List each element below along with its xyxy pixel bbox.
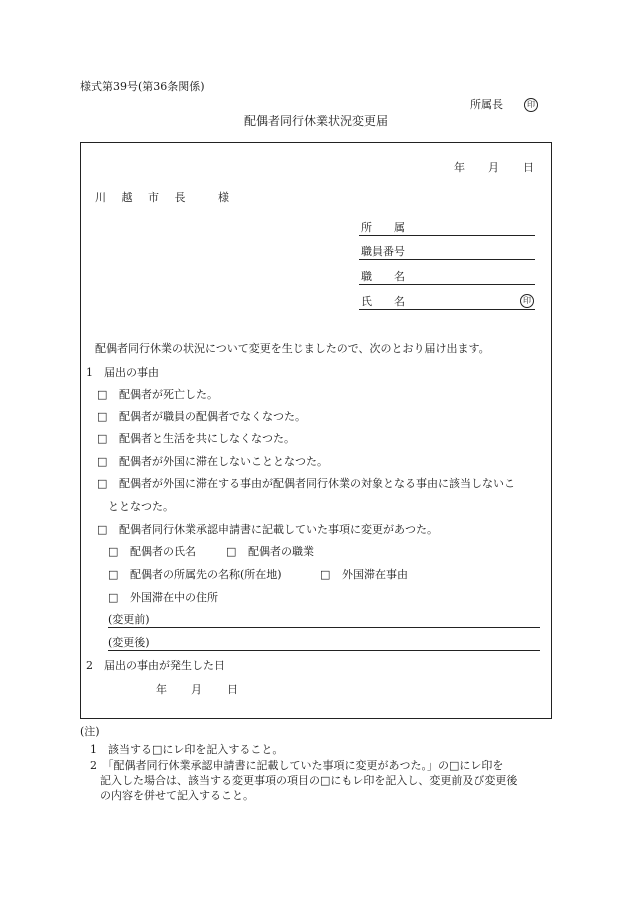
after-change-label: (変更後) — [108, 636, 150, 649]
reason-label: 配偶者と生活を共にしなくなつた。 — [119, 432, 295, 445]
reason-label-continuation: ととなつた。 — [108, 500, 174, 513]
checkbox[interactable]: □ — [320, 568, 331, 581]
section2-heading: 2 届出の事由が発生した日 — [86, 659, 225, 672]
seal-mark-icon: 印 — [524, 98, 538, 112]
section1-heading: 1 届出の事由 — [86, 366, 159, 379]
reason-label: 配偶者同行休業承認申請書に記載していた事項に変更があつた。 — [119, 523, 438, 536]
position-field[interactable] — [359, 284, 535, 285]
sub-item-label: 配偶者の氏名 — [130, 545, 196, 558]
reason-item — [97, 456, 328, 467]
sub-item — [320, 569, 408, 580]
date-year: 年 — [454, 161, 465, 174]
checkbox[interactable]: □ — [97, 388, 108, 401]
checkbox[interactable]: □ — [97, 477, 108, 490]
checkbox[interactable]: □ — [108, 545, 119, 558]
reason-item — [97, 478, 515, 489]
affiliation-label: 所 属 — [361, 221, 405, 234]
checkbox[interactable]: □ — [97, 432, 108, 445]
before-change-label: (変更前) — [108, 613, 150, 626]
sub-item — [108, 569, 282, 580]
reason-label: 配偶者が職員の配偶者でなくなつた。 — [119, 410, 306, 423]
date-month: 月 — [488, 161, 499, 174]
form-box — [80, 142, 552, 719]
employee-number-field[interactable] — [359, 259, 535, 260]
occurrence-month: 月 — [191, 683, 202, 696]
sub-item-label: 外国滞在中の住所 — [130, 591, 218, 604]
checkbox[interactable]: □ — [226, 545, 237, 558]
note-1: 1 該当する□にレ印を記入すること。 — [90, 743, 284, 756]
sub-item — [108, 546, 196, 557]
dept-head-label: 所属長 — [470, 98, 503, 111]
reason-item — [97, 433, 295, 444]
sub-item — [108, 592, 218, 603]
occurrence-day: 日 — [227, 683, 238, 696]
checkbox[interactable]: □ — [97, 455, 108, 468]
name-label: 氏 名 — [361, 295, 405, 308]
sub-item-label: 外国滞在事由 — [342, 568, 408, 581]
addressee: 川 越 市 長 様 — [95, 191, 235, 204]
notes-heading: (注) — [80, 725, 100, 738]
dept-head-stamp — [470, 98, 538, 112]
note-2-line-2: 記入した場合は、該当する変更事項の項目の□にもレ印を記入し、変更前及び変更後 — [100, 774, 518, 787]
checkbox[interactable]: □ — [108, 568, 119, 581]
checkbox[interactable]: □ — [97, 523, 108, 536]
reason-label: 配偶者が外国に滞在する事由が配偶者同行休業の対象となる事由に該当しないこ — [119, 477, 515, 490]
position-label: 職 名 — [361, 270, 405, 283]
intro-text: 配偶者同行休業の状況について変更を生じましたので、次のとおり届け出ます。 — [95, 342, 490, 355]
after-change-field[interactable] — [108, 650, 540, 651]
reason-item — [97, 524, 438, 535]
sub-item-label: 配偶者の所属先の名称(所在地) — [130, 568, 282, 581]
sub-item-label: 配偶者の職業 — [248, 545, 314, 558]
note-2-line-1: 2 「配偶者同行休業承認申請書に記載していた事項に変更があつた。」の□にレ印を — [90, 759, 504, 772]
affiliation-field[interactable] — [359, 235, 535, 236]
sub-item — [226, 546, 314, 557]
reason-label: 配偶者が死亡した。 — [119, 388, 218, 401]
seal-mark-icon: 印 — [520, 294, 534, 308]
occurrence-year: 年 — [156, 683, 167, 696]
note-2-line-3: の内容を併せて記入すること。 — [100, 789, 254, 802]
form-number: 様式第39号(第36条関係) — [80, 80, 205, 93]
form-title: 配偶者同行休業状況変更届 — [244, 114, 389, 128]
before-change-field[interactable] — [108, 627, 540, 628]
employee-number-label: 職員番号 — [361, 245, 405, 258]
checkbox[interactable]: □ — [108, 591, 119, 604]
date-day: 日 — [523, 161, 534, 174]
reason-item — [97, 389, 218, 400]
name-field[interactable] — [359, 309, 535, 310]
checkbox[interactable]: □ — [97, 410, 108, 423]
reason-label: 配偶者が外国に滞在しないこととなつた。 — [119, 455, 328, 468]
reason-item — [97, 411, 306, 422]
